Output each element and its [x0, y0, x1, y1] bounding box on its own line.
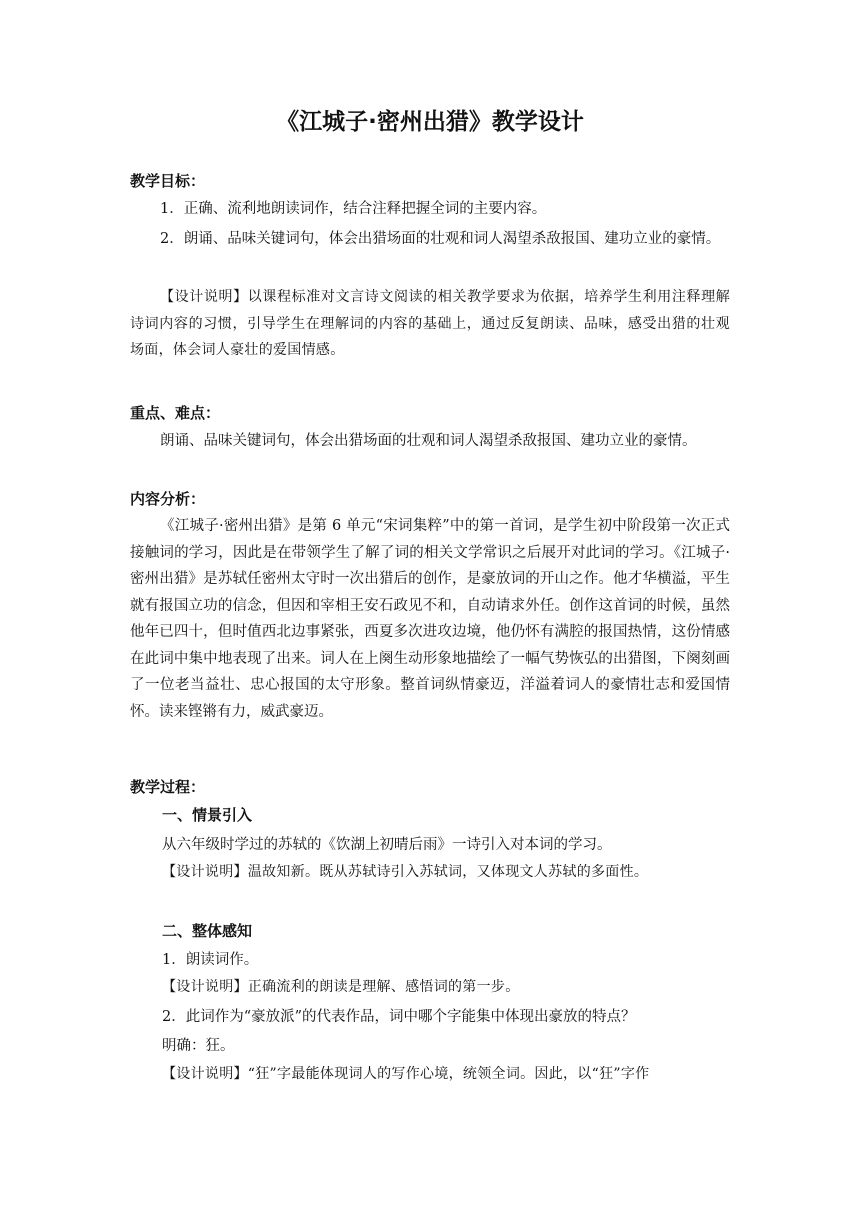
goal-item-2: 2．朗诵、品味关键词句，体会出猎场面的壮观和词人渴望杀敌报国、建功立业的豪情。 — [160, 231, 721, 247]
analysis-heading: 内容分析： — [130, 490, 206, 508]
focus-text: 朗诵、品味关键词句，体会出猎场面的壮观和词人渴望杀敌报国、建功立业的豪情。 — [160, 433, 697, 449]
analysis-text: 《江城子·密州出猎》是第 6 单元“宋词集粹”中的第一首词，是学生初中阶段第一次正式接触词的学习，因此是在带领学生了解了词的相关文学常识之后展开对此词的学习。《江城子·密州出猎》是苏轼任密州太守时一次出猎后的创作，是豪放词的开山之作。他才华横溢，平生就有报国立功的信念，但因和宰相王安石政见不和，自动请求外任。创作这首词的时候，虽然他年已四十，但时值西北边事紧张，西夏多次进攻边境，他仍怀有满腔的报国热情，这份情感在此词中集中地表现了出来。词人在上阕生动形象地描绘了一幅气势恢弘的出猎图，下阕刻画了一位老当益壮、忠心报国的太守形象。整首词纵情豪迈，洋溢着词人的豪情壮志和爱国情怀。读来铿锵有力，威武豪迈。 — [130, 518, 730, 720]
section-2-design-note-2: 【设计说明】“狂”字最能体现词人的写作心境，统领全词。因此，以“狂”字作 — [162, 1066, 650, 1082]
goals-design-note: 【设计说明】以课程标准对文言诗文阅读的相关教学要求为依据，培养学生利用注释理解诗词内容的习惯，引导学生在理解词的内容的基础上，通过反复朗读、品味，感受出猎的壮观场面，体会词人豪壮的爱国情感。 — [130, 289, 730, 358]
section-1-heading: 一、情景引入 — [162, 806, 253, 824]
goal-item-1: 1．正确、流利地朗读词作，结合注释把握全词的主要内容。 — [160, 201, 547, 217]
section-2-item-2: 2．此词作为“豪放派”的代表作品，词中哪个字能集中体现出豪放的特点？ — [162, 1009, 636, 1025]
focus-heading: 重点、难点： — [130, 404, 221, 422]
section-2-heading: 二、整体感知 — [162, 922, 253, 940]
section-1-text: 从六年级时学过的苏轼的《饮湖上初晴后雨》一诗引入对本词的学习。 — [162, 837, 612, 853]
section-2-design-note-1: 【设计说明】正确流利的朗读是理解、感悟词的第一步。 — [162, 979, 520, 995]
process-heading: 教学过程： — [130, 778, 206, 796]
goals-heading: 教学目标： — [130, 172, 206, 190]
section-2-item-1: 1．朗读词作。 — [162, 952, 259, 968]
section-1-design-note: 【设计说明】温故知新。既从苏轼诗引入苏轼词，又体现文人苏轼的多面性。 — [162, 864, 649, 880]
document-title: 《江城子·密州出猎》教学设计 — [276, 109, 584, 135]
section-2-answer: 明确：狂。 — [162, 1038, 235, 1054]
